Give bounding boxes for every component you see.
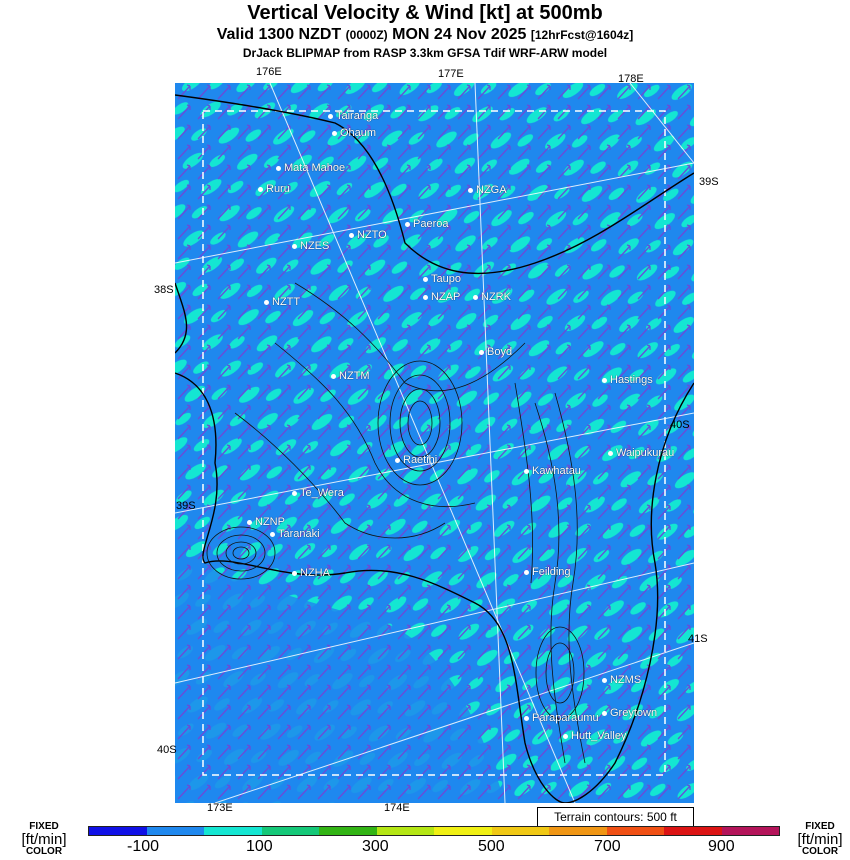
city-marker: NZNP	[247, 516, 285, 528]
legend-fixed-right: FIXED [ft/min] COLOR	[797, 821, 843, 857]
city-marker: Taupo	[423, 273, 461, 285]
lat-label-41s: 41S	[688, 633, 708, 645]
city-marker: Raetihi	[395, 454, 437, 466]
color-swatch	[319, 827, 377, 835]
city-marker: Hutt_Valley	[563, 730, 626, 742]
color-swatch	[147, 827, 205, 835]
city-marker: NZES	[292, 240, 329, 252]
city-marker: Tairanga	[328, 110, 378, 122]
map-panel	[175, 83, 694, 803]
color-swatch	[722, 827, 780, 835]
lon-label-178e: 178E	[618, 73, 644, 85]
city-marker: Mata Mahoe	[276, 162, 345, 174]
lon-label-177e: 177E	[438, 68, 464, 80]
color-swatch	[664, 827, 722, 835]
city-marker: Te_Wera	[292, 487, 344, 499]
color-bar	[88, 826, 780, 836]
legend-tick: -100	[127, 838, 160, 855]
city-marker: Paeroa	[405, 218, 448, 230]
lat-label-38s: 38S	[154, 284, 174, 296]
color-swatch	[89, 827, 147, 835]
city-marker: NZTM	[331, 370, 370, 382]
city-marker: NZMS	[602, 674, 641, 686]
city-marker: Taranaki	[270, 528, 320, 540]
legend-tick: 300	[362, 838, 389, 855]
city-marker: Ohaum	[332, 127, 376, 139]
lat-label-39s-left: 39S	[176, 500, 196, 512]
city-marker: NZTT	[264, 296, 300, 308]
lat-label-40s-left: 40S	[157, 744, 177, 756]
city-marker: Hastings	[602, 374, 653, 386]
city-marker: Boyd	[479, 346, 512, 358]
city-marker: Greytown	[602, 707, 657, 719]
lon-label-173e: 173E	[207, 802, 233, 814]
color-swatch	[262, 827, 320, 835]
legend-tick: 900	[708, 838, 735, 855]
legend-tick: 500	[478, 838, 505, 855]
city-marker: Waipukurau	[608, 447, 674, 459]
lon-label-176e: 176E	[256, 66, 282, 78]
city-marker: Ruru	[258, 183, 290, 195]
lat-label-39s-right: 39S	[699, 176, 719, 188]
city-marker: NZHA	[292, 567, 330, 579]
chart-title: Vertical Velocity & Wind [kt] at 500mb	[247, 2, 603, 24]
legend-tick: 100	[246, 838, 273, 855]
city-marker: NZGA	[468, 184, 507, 196]
color-swatch	[204, 827, 262, 835]
color-swatch	[492, 827, 550, 835]
legend-tick: 700	[594, 838, 621, 855]
terrain-contour-note: Terrain contours: 500 ft	[537, 807, 694, 827]
map-field	[175, 83, 694, 803]
lat-label-40s-right: 40S	[670, 419, 690, 431]
legend-fixed-left: FIXED [ft/min] COLOR	[21, 821, 67, 857]
city-marker: NZRK	[473, 291, 511, 303]
color-swatch	[377, 827, 435, 835]
city-marker: Paraparaumu	[524, 712, 599, 724]
color-swatch	[607, 827, 665, 835]
color-swatch	[549, 827, 607, 835]
city-marker: NZTO	[349, 229, 387, 241]
city-marker: Kawhatau	[524, 465, 581, 477]
lon-label-174e: 174E	[384, 802, 410, 814]
city-marker: NZAP	[423, 291, 460, 303]
color-swatch	[434, 827, 492, 835]
valid-time: Valid 1300 NZDT (0000Z) MON 24 Nov 2025 [12hrFcst@1604z]	[216, 26, 634, 43]
city-marker: Feilding	[524, 566, 571, 578]
model-description: DrJack BLIPMAP from RASP 3.3km GFSA Tdif WRF-ARW model	[242, 46, 608, 60]
